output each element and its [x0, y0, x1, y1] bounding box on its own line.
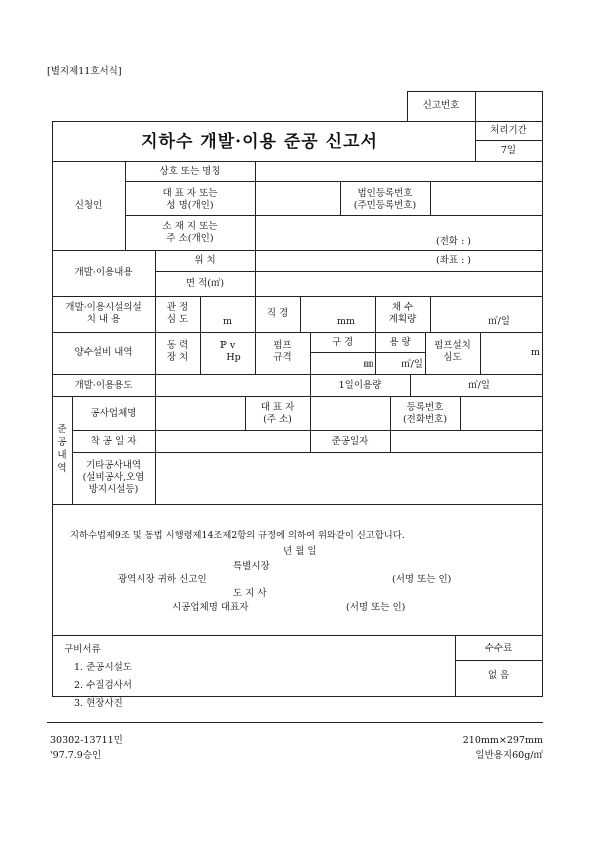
representative-label-2: 성 명(개인) [166, 200, 214, 211]
diameter-label: 직 경 [266, 308, 289, 319]
completion-label-char-2: 공 [57, 437, 67, 448]
trade-name-label: 상호 또는 명칭 [159, 166, 221, 177]
processing-period-label: 처리기간 [490, 125, 527, 136]
daily-use-label: 1일이용량 [338, 380, 382, 391]
other-work-label-1: 기타공사내역 [85, 460, 142, 471]
pumping-label: 양수설비 내역 [74, 347, 133, 358]
depth-unit: m [222, 316, 232, 327]
footer-rule [47, 722, 543, 723]
documents-label: 구비서류 [64, 644, 101, 655]
development-section-label: 개발·이용내용 [74, 267, 133, 278]
pump-spec-label-1: 펌프 [273, 340, 292, 351]
special-city-label: 특별시장 [233, 561, 270, 572]
pump-depth-label-1: 펌프설치 [434, 340, 471, 351]
power-label-1: 동 력 [166, 340, 189, 351]
reg-no-label-2: (전화번호) [402, 414, 448, 425]
corp-reg-label-2: (주민등록번호) [353, 200, 417, 211]
form-title: 지하수 개발·이용 준공 신고서 [141, 132, 378, 152]
power-unit-1: ℙ v [219, 340, 236, 351]
start-date-label: 착 공 일 자 [90, 436, 137, 447]
contractor-sign-line: 시공업체명 대표자 [172, 602, 249, 613]
contractor-sign-label: (서명 또는 인) [346, 602, 406, 613]
address-label-2: 주 소(개인) [166, 233, 214, 244]
daily-use-unit: ㎥/일 [468, 380, 490, 391]
bore-label: 구 경 [331, 337, 354, 348]
capacity-unit: ㎥/일 [401, 359, 423, 370]
corp-reg-label-1: 법인등록번호 [357, 188, 413, 199]
fee-value: 없 음 [487, 670, 510, 681]
plan-label-1: 채 수 [391, 302, 414, 313]
footer-paper: 일반용지60g/㎡ [475, 750, 543, 761]
form-number: [별지제11호서식] [47, 66, 122, 77]
bore-unit: ㎜ [363, 359, 373, 370]
document-item-2: 2. 수질검사서 [74, 680, 132, 691]
plan-label-2: 계획량 [388, 314, 417, 325]
processing-period-value: 7일 [500, 145, 517, 156]
other-work-label-3: 방지시설등) [88, 484, 139, 495]
rep-label-2: (주 소) [263, 414, 292, 425]
document-item-3: 3. 현장사진 [74, 698, 123, 709]
capacity-label: 용 량 [389, 337, 411, 348]
pump-spec-label-2: 규격 [273, 352, 292, 363]
form-table-top [52, 121, 543, 122]
other-work-label-2: (설비공사,오염 [82, 472, 145, 483]
applicant-section-label: 신청인 [74, 200, 103, 211]
completion-label-char-1: 준 [57, 424, 67, 435]
fee-label: 수수료 [484, 643, 513, 654]
coordinates-label: (좌표 : ) [436, 255, 472, 266]
address-label-1: 소 재 지 또는 [162, 221, 218, 232]
completion-label-char-4: 역 [57, 463, 67, 474]
depth-label-2: 심 도 [166, 314, 189, 325]
reg-no-label-1: 등록번호 [406, 402, 444, 413]
facility-label-2: 치 내 용 [86, 314, 121, 325]
power-label-2: 장 치 [166, 352, 189, 363]
usage-label: 개발·이용용도 [74, 380, 133, 391]
document-item-1: 1. 준공시설도 [74, 662, 132, 673]
representative-label-1: 대 표 자 또는 [162, 188, 218, 199]
governor-label: 도 지 사 [233, 588, 267, 599]
location-label: 위 치 [194, 255, 216, 266]
phone-label: (전화 : ) [436, 236, 472, 247]
footer-approval: '97.7.9승인 [50, 750, 102, 761]
contractor-label: 공사업체명 [90, 408, 137, 419]
footer-code: 30302-13711민 [50, 735, 123, 746]
pump-depth-unit: m [530, 347, 540, 358]
power-unit-2: Hp [226, 352, 241, 363]
depth-label-1: 관 정 [166, 302, 189, 313]
applicant-sign-label: (서명 또는 인) [392, 574, 452, 585]
pump-depth-label-2: 심도 [443, 352, 462, 363]
declaration-statement: 지하수법제9조 및 동법 시행령제14조제2항의 규정에 의하여 위와같이 신고합니다. [70, 530, 405, 541]
receipt-no-label: 신고번호 [422, 100, 460, 111]
metro-mayor-label: 광역시장 귀하 신고인 [118, 574, 207, 585]
area-label: 면 적(㎡) [185, 278, 225, 289]
completion-date-label: 준공일자 [331, 436, 369, 447]
footer-size: 210mm×297mm [462, 735, 543, 746]
plan-unit: ㎥/일 [488, 316, 510, 327]
diameter-unit: mm [336, 316, 355, 327]
facility-label-1: 개발·이용시설의설 [65, 302, 142, 313]
declaration-date-line: 년 월 일 [283, 546, 317, 557]
completion-label-char-3: 내 [57, 450, 67, 461]
rep-label-1: 대 표 자 [260, 402, 295, 413]
form-table-bottom [52, 696, 543, 697]
